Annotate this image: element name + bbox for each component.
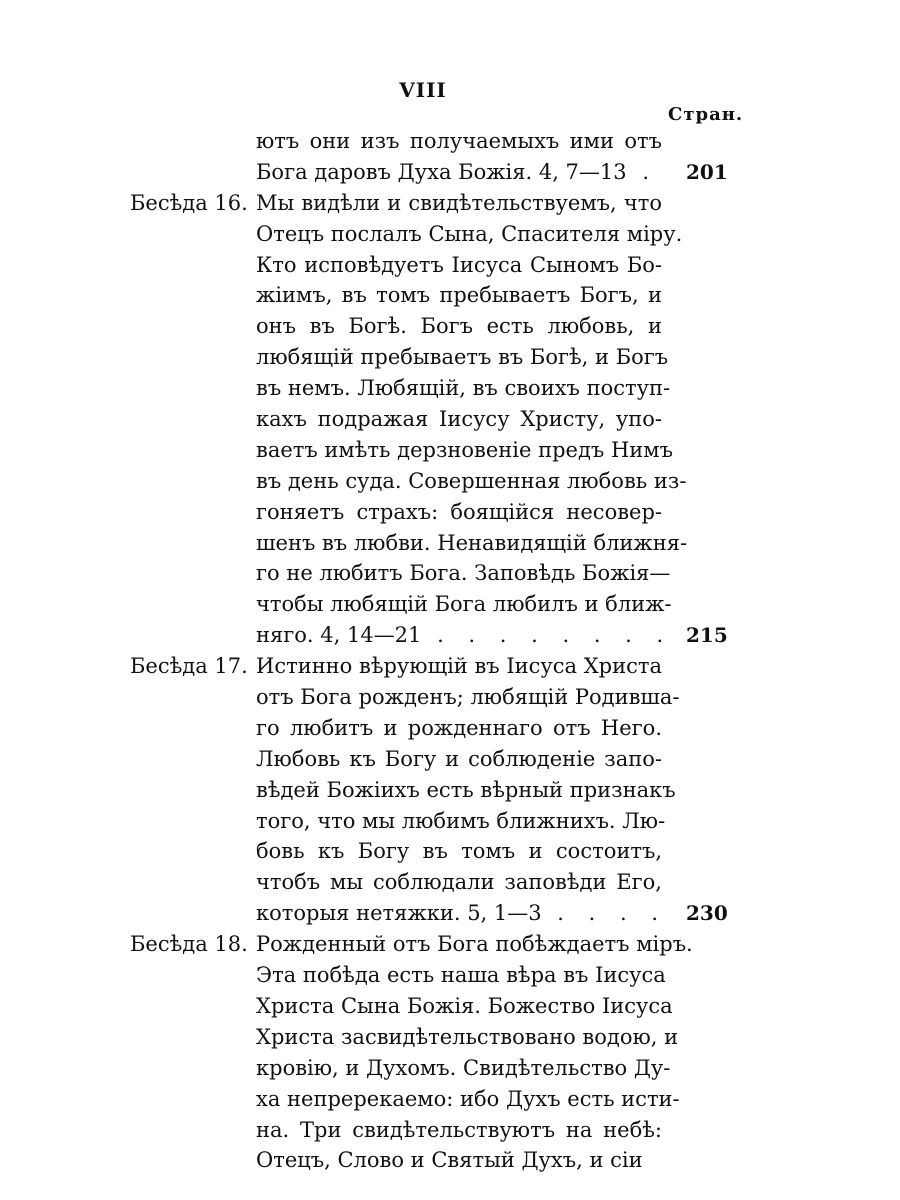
table-of-contents [0, 126, 900, 1176]
entry-text: того, что мы любимъ ближнихъ. Лю- [256, 808, 666, 833]
toc-line [0, 620, 900, 651]
toc-line [0, 558, 900, 589]
entry-text-line [256, 188, 662, 219]
toc-line [0, 1053, 900, 1084]
entry-text: ваетъ имѣть дерзновеніе предъ Нимъ [256, 437, 673, 462]
entry-text: кахъ подражая Іисусу Христу, упо- [256, 407, 662, 432]
entry-text: ютъ они изъ получаемыхъ ими отъ [256, 129, 662, 153]
entry-page-number: 230 [686, 901, 728, 926]
entry-text-line [256, 589, 672, 620]
entry-text: онъ въ Богѣ. Богъ есть любовь, и [256, 314, 662, 339]
dot-leader: . [626, 159, 658, 184]
toc-line [0, 991, 900, 1022]
entry-text-line [256, 898, 668, 929]
entry-text: бовь къ Богу въ томъ и состоитъ, [256, 839, 662, 864]
toc-line [0, 960, 900, 991]
entry-text-line [256, 1022, 679, 1053]
entry-text: Отецъ послалъ Сына, Спасителя міру. [256, 221, 683, 246]
entry-text-line [256, 620, 673, 651]
page-column-header: Стран. [668, 104, 744, 125]
toc-line [0, 497, 900, 528]
entry-text: го не любитъ Бога. Заповѣдь Божія— [256, 561, 671, 586]
entry-text: кровію, и Духомъ. Свидѣтельство Ду- [256, 1055, 671, 1080]
entry-text-line [256, 867, 662, 898]
entry-text: Отецъ, Слово и Святый Духъ, и сіи [256, 1148, 643, 1173]
toc-line [0, 898, 900, 929]
toc-entry [0, 929, 900, 1176]
entry-text-line [256, 960, 666, 991]
entry-text-line [256, 1145, 662, 1176]
entry-text-line [256, 713, 662, 744]
toc-line [0, 775, 900, 806]
entry-text: въ день суда. Совершенная любовь из- [256, 468, 687, 493]
entry-text-line [256, 991, 673, 1022]
entry-page-number: 215 [686, 623, 728, 648]
entry-page-number: 201 [686, 159, 728, 184]
entry-text: отъ Бога рожденъ; любящій Родивша- [256, 685, 680, 710]
toc-line [0, 280, 900, 311]
toc-line [0, 342, 900, 373]
toc-line [0, 929, 900, 960]
entry-text: чтобъ мы соблюдали заповѣди Его, [256, 870, 662, 895]
entry-text: Кто исповѣдуетъ Іисуса Сыномъ Бо- [256, 252, 662, 277]
toc-line [0, 713, 900, 744]
entry-text-line [256, 373, 671, 404]
entry-text-line [256, 466, 687, 497]
entry-text-line [256, 775, 676, 806]
toc-line [0, 806, 900, 837]
entry-text-line [256, 404, 662, 435]
entry-text-line [256, 250, 662, 281]
toc-line [0, 1084, 900, 1115]
entry-text: Истинно вѣрующій въ Іисуса Христа [256, 654, 662, 679]
dot-leader: . . . . . . . . [421, 623, 673, 648]
toc-entry [0, 188, 900, 651]
entry-text-line [256, 528, 688, 559]
entry-text: няго. 4, 14—21 [256, 623, 422, 648]
entry-text-line [256, 806, 666, 837]
page-number: VIII [399, 78, 447, 102]
entry-text-line [256, 1053, 671, 1084]
toc-line [0, 188, 900, 219]
entry-text: жіимъ, въ томъ пребываетъ Богъ, и [256, 283, 662, 308]
toc-line [0, 836, 900, 867]
entry-text: Бога даровъ Духа Божія. 4, 7—13 [256, 159, 627, 184]
toc-line [0, 1145, 900, 1176]
entry-text: вѣдей Божіихъ есть вѣрный признакъ [256, 777, 676, 802]
toc-line [0, 126, 900, 157]
entry-text: Христа Сына Божія. Божество Іисуса [256, 993, 673, 1018]
entry-text: которыя нетяжки. 5, 1—3 [256, 901, 542, 926]
entry-text-line [256, 342, 669, 373]
toc-line [0, 1022, 900, 1053]
entry-text: шенъ въ любви. Ненавидящій ближня- [256, 530, 688, 555]
entry-text-line [256, 311, 662, 342]
toc-line [0, 1115, 900, 1146]
entry-text-line [256, 1115, 662, 1146]
toc-line [0, 219, 900, 250]
entry-text-line [256, 651, 662, 682]
entry-text: Христа засвидѣтельствовано водою, и [256, 1024, 679, 1049]
entry-text: Рожденный отъ Бога побѣждаетъ міръ. [256, 932, 693, 957]
entry-text-line [256, 280, 662, 311]
entry-text: Любовь къ Богу и соблюденіе запо- [256, 746, 662, 771]
toc-entry [0, 651, 900, 929]
toc-line [0, 744, 900, 775]
entry-text-line [256, 558, 671, 589]
conversation-label: Бесѣда 17. [130, 654, 248, 679]
entry-text-line [256, 836, 662, 867]
entry-text: Мы видѣли и свидѣтельствуемъ, что [256, 190, 662, 215]
entry-text-line [256, 219, 683, 250]
toc-line [0, 404, 900, 435]
toc-entry [0, 126, 900, 188]
entry-text: гоняетъ страхъ: боящійся несовер- [256, 499, 662, 524]
toc-line [0, 528, 900, 559]
toc-line [0, 867, 900, 898]
entry-text: го любитъ и рожденнаго отъ Него. [256, 715, 662, 740]
entry-text: чтобы любящій Бога любилъ и ближ- [256, 592, 672, 617]
entry-text: любящій пребываетъ въ Богѣ, и Богъ [256, 345, 669, 370]
entry-text: ха непререкаемо: ибо Духъ есть исти- [256, 1086, 680, 1111]
toc-line [0, 250, 900, 281]
entry-text-line [256, 929, 693, 960]
entry-text: въ немъ. Любящій, въ своихъ поступ- [256, 376, 671, 401]
toc-line [0, 651, 900, 682]
conversation-label: Бесѣда 16. [130, 190, 248, 215]
dot-leader: . . . . [541, 901, 668, 926]
toc-line [0, 373, 900, 404]
conversation-label: Бесѣда 18. [130, 932, 248, 957]
entry-text-line [256, 682, 680, 713]
entry-text-line [256, 1084, 680, 1115]
entry-text-line [256, 126, 662, 157]
entry-text-line [256, 497, 662, 528]
toc-line [0, 311, 900, 342]
toc-line [0, 466, 900, 497]
toc-line [0, 589, 900, 620]
entry-text-line [256, 744, 662, 775]
toc-line [0, 157, 900, 188]
entry-text-line [256, 435, 673, 466]
entry-text: Эта побѣда есть наша вѣра въ Іисуса [256, 963, 666, 988]
toc-line [0, 435, 900, 466]
entry-text-line [256, 157, 662, 188]
entry-text: на. Три свидѣтельствуютъ на небѣ: [256, 1117, 662, 1142]
toc-line [0, 682, 900, 713]
